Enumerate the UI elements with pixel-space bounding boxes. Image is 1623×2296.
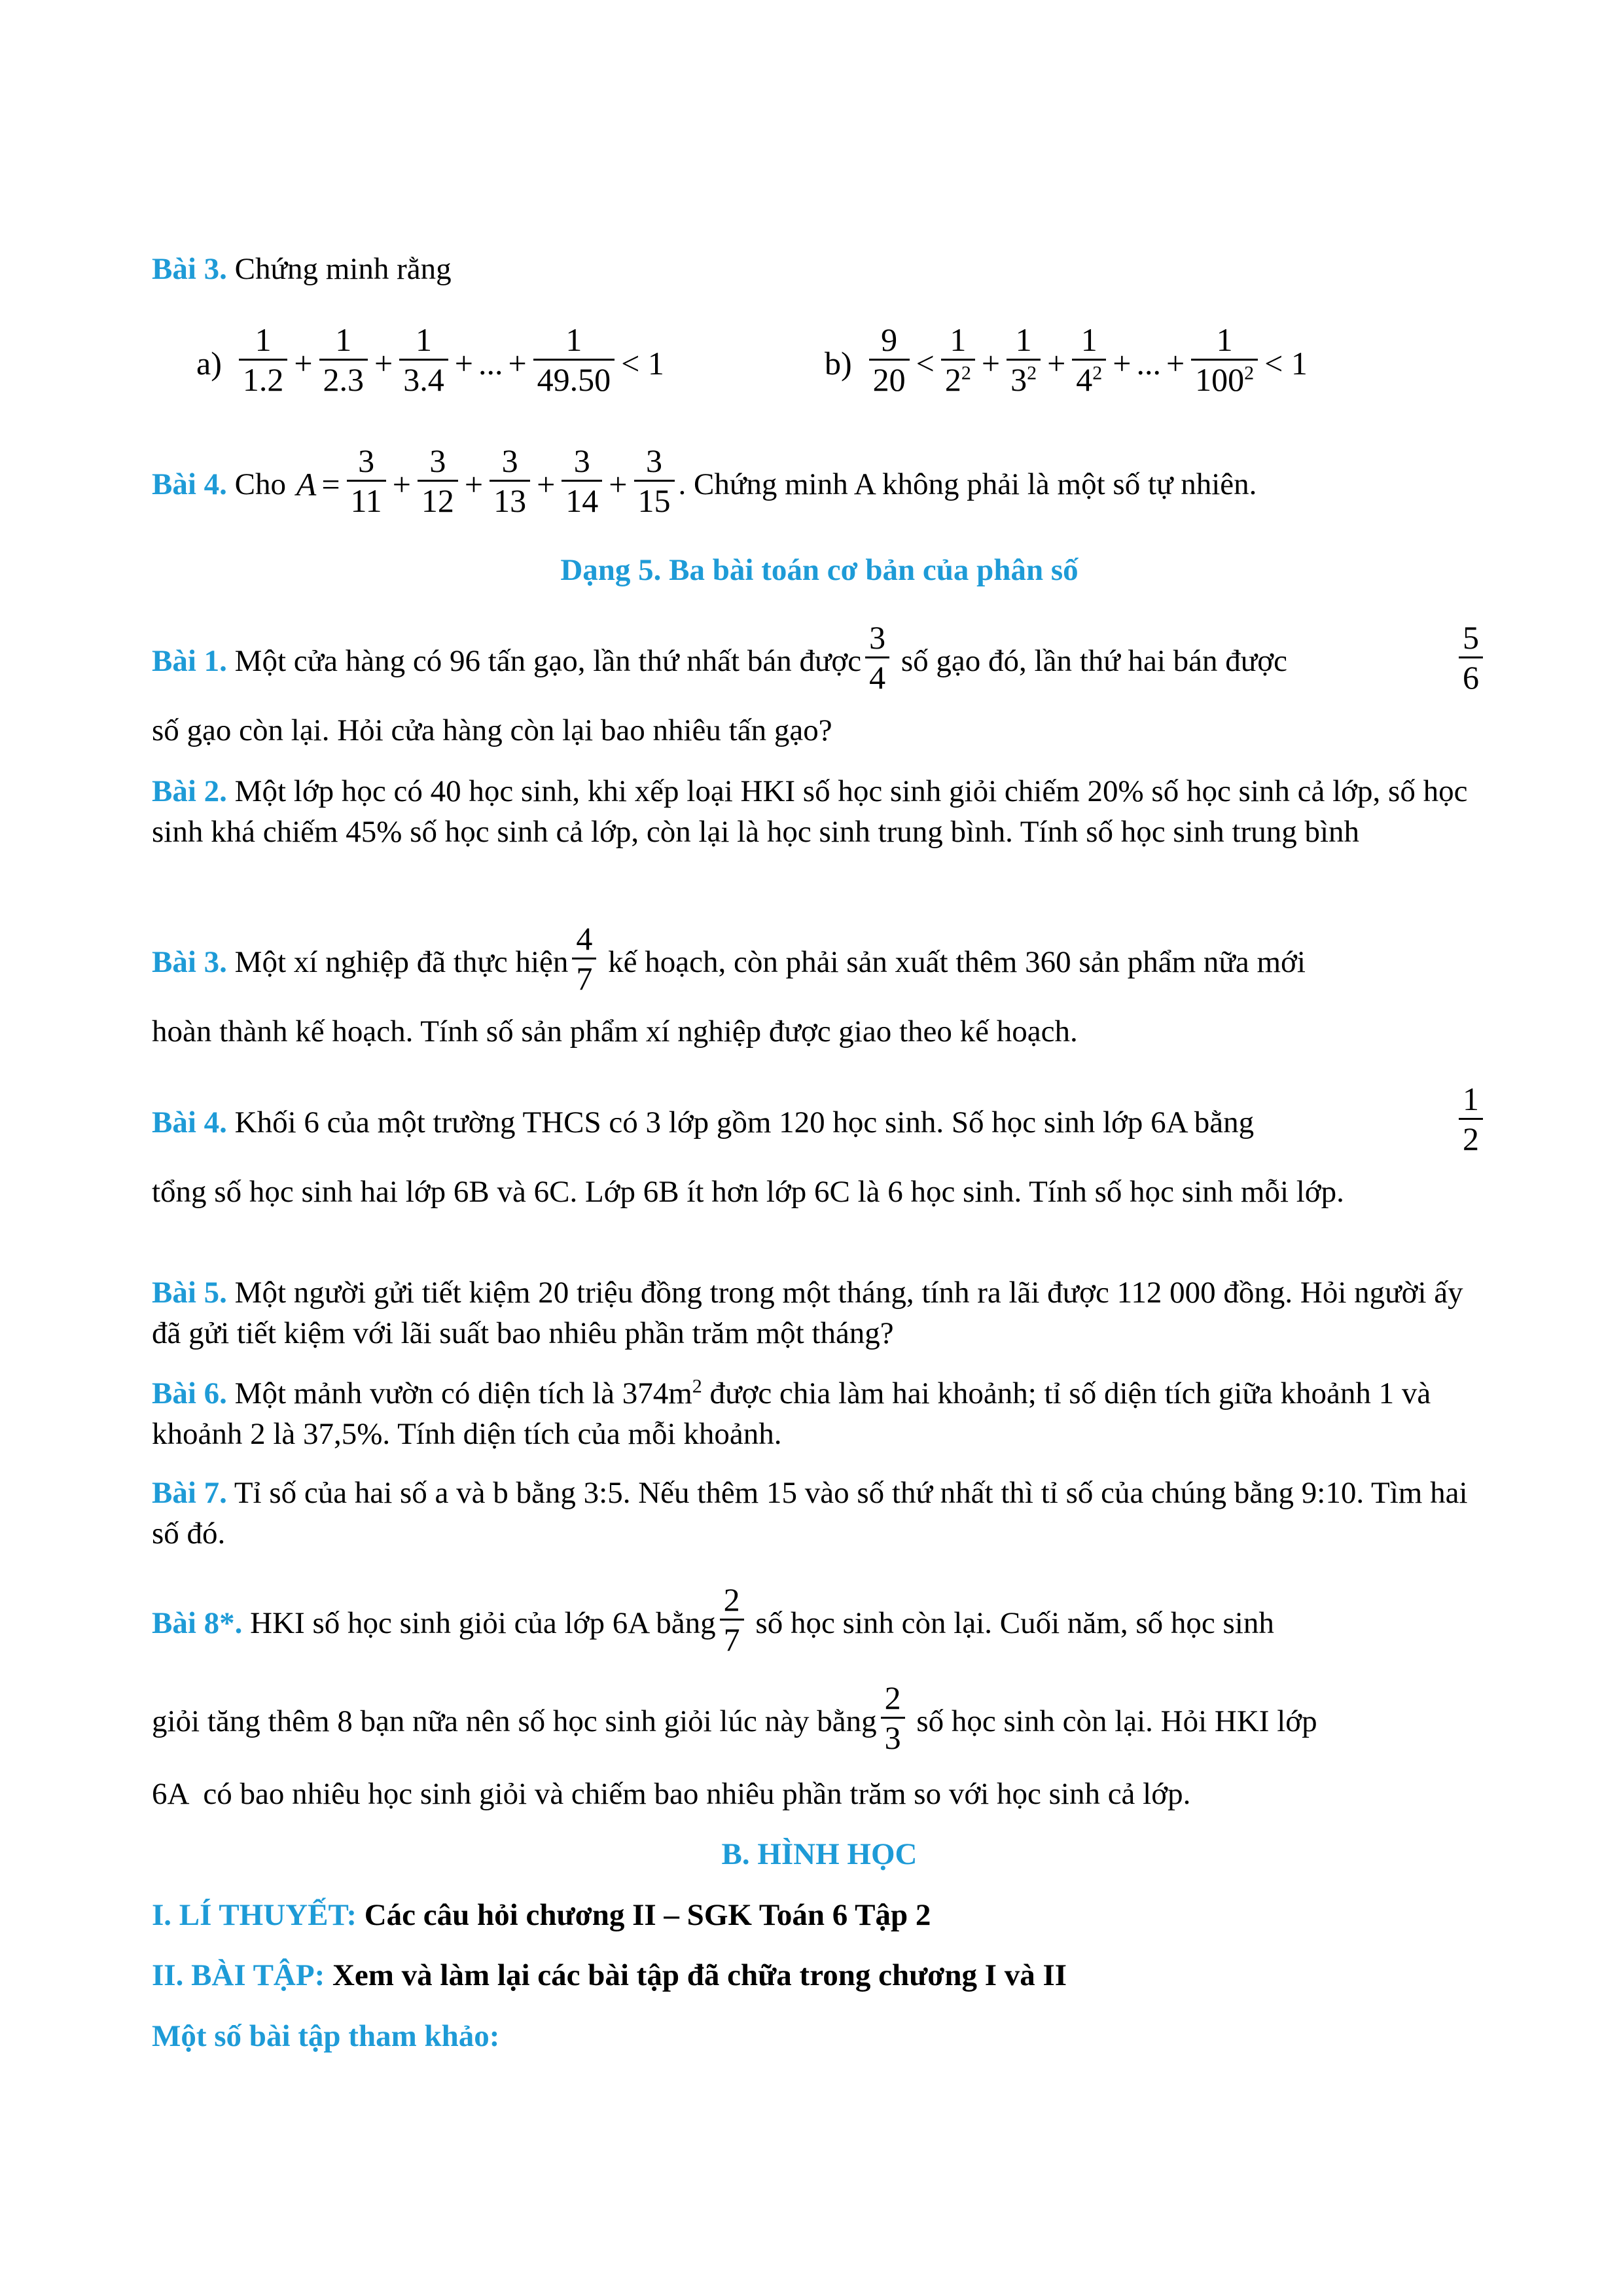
- fraction: $\frac{3}{12}$: [418, 442, 458, 520]
- plus-sign: +: [294, 345, 313, 382]
- fraction: 5 6: [1459, 619, 1483, 696]
- fraction: $\frac{1}{4^2}$: [1072, 321, 1106, 399]
- inequality-tail: < 1: [1264, 345, 1308, 382]
- plus-sign: +: [454, 345, 473, 382]
- fraction: 2 3: [881, 1679, 905, 1757]
- problem-8-line-1: [152, 1574, 1487, 1672]
- fraction: $\frac{1}{3^2}$: [1007, 321, 1041, 399]
- fraction: $\frac{1}{100^2}$: [1191, 321, 1258, 399]
- exercise-label: Bài 1.: [152, 644, 227, 678]
- problem-7: [152, 1473, 1487, 1554]
- exercise-label: Bài 3.: [152, 945, 227, 979]
- theory-text: Các câu hỏi chương II – SGK Toán 6 Tập 2: [356, 1898, 931, 1932]
- exercise-label: Bài 8*.: [152, 1606, 243, 1640]
- exercise-text: Một xí nghiệp đã thực hiện: [226, 945, 569, 979]
- exercise-text: Một người gửi tiết kiệm 20 triệu đồng trong một tháng, tính ra lãi được 112 000 đồng. Hỏi người ấy đã gửi tiết kiệm với lãi suất bao nhiêu phần trăm một tháng?: [152, 1276, 1463, 1350]
- theory-label: I. LÍ THUYẾT:: [152, 1898, 357, 1932]
- fraction: 1 2: [1459, 1080, 1483, 1158]
- exercise-text: . Chứng minh A không phải là một số tự nhiên.: [678, 467, 1257, 501]
- plus-sign: +: [537, 466, 556, 503]
- plus-sign: +: [392, 466, 411, 503]
- part-a-label: a): [196, 345, 222, 382]
- fraction: 3 4: [865, 619, 889, 696]
- fraction: 1 $2^2$: [941, 321, 975, 399]
- problem-2: [152, 771, 1487, 852]
- equals-sign: =: [321, 466, 340, 503]
- exercise-4: [152, 435, 1487, 533]
- exercise-text: HKI số học sinh giỏi của lớp 6A bằng: [242, 1606, 716, 1640]
- plus-sign: +: [508, 345, 527, 382]
- problem-4-line-1: [152, 1073, 1487, 1172]
- exercise-text: kế hoạch, còn phải sản xuất thêm 360 sản phẩm nữa mới: [600, 945, 1306, 979]
- problem-3-line-2: hoàn thành kế hoạch. Tính số sản phẩm xí nghiệp được giao theo kế hoạch.: [152, 1014, 1078, 1049]
- exercise-3-formulas: [196, 314, 1492, 412]
- problem-4-line-2: tổng số học sinh hai lớp 6B và 6C. Lớp 6B ít hơn lớp 6C là 6 học sinh. Tính số học sinh mỗi lớp.: [152, 1175, 1344, 1209]
- exercise-text: Tỉ số của hai số a và b bằng 3:5. Nếu thêm 15 vào số thứ nhất thì tỉ số của chúng bằng 9:10. Tìm hai số đó.: [152, 1476, 1468, 1551]
- plus-sign: +: [1166, 345, 1185, 382]
- exercise-text: Cho: [226, 467, 294, 501]
- exercise-text: số học sinh còn lại. Cuối năm, số học sinh: [747, 1606, 1274, 1640]
- fraction: 2 7: [720, 1581, 744, 1659]
- problem-5: [152, 1272, 1487, 1354]
- formula-a: [196, 314, 667, 412]
- fraction: $\frac{1}{3.4}$: [399, 321, 448, 399]
- problem-6: [152, 1373, 1487, 1454]
- exercise-text: được chia làm hai khoảnh; tỉ số diện tích giữa khoảnh 1 và khoảnh 2 là 37,5%. Tính diện tích của mỗi khoảnh.: [152, 1376, 1431, 1451]
- exercises-label: II. BÀI TẬP:: [152, 1958, 325, 1992]
- exercise-text: Một mảnh vườn có diện tích là 374m: [226, 1376, 692, 1410]
- exercise-text: Chứng minh rằng: [226, 252, 452, 286]
- plus-sign: +: [464, 466, 484, 503]
- plus-sign: +: [1113, 345, 1132, 382]
- ellipsis: ...: [478, 345, 503, 382]
- fraction: $\frac{3}{15}$: [634, 442, 675, 520]
- fraction: $\frac{3}{14}$: [562, 442, 602, 520]
- exercise-label: Bài 2.: [152, 774, 227, 808]
- exercise-text: số gạo đó, lần thứ hai bán được: [893, 644, 1287, 678]
- problem-1-line-1: [152, 612, 1487, 710]
- problem-8-line-2: [152, 1672, 1487, 1770]
- formula-b: [825, 314, 1310, 412]
- plus-sign: +: [1047, 345, 1066, 382]
- part-b-heading: B. HÌNH HỌC: [721, 1837, 918, 1871]
- fraction: $\frac{3}{13}$: [490, 442, 530, 520]
- exercises-line: [152, 1955, 1487, 1996]
- exercise-label: Bài 4.: [152, 467, 227, 501]
- problem-1-line-2: số gạo còn lại. Hỏi cửa hàng còn lại bao nhiêu tấn gạo?: [152, 713, 832, 747]
- problem-3-line-1: [152, 913, 1487, 1011]
- ellipsis: ...: [1136, 345, 1161, 382]
- exercise-text: giỏi tăng thêm 8 bạn nữa nên số học sinh giỏi lúc này bằng: [152, 1704, 877, 1738]
- section-heading: Dạng 5. Ba bài toán cơ bản của phân số: [560, 553, 1079, 587]
- variable: A: [296, 466, 317, 503]
- fraction: 9 20: [869, 321, 910, 399]
- exercise-3-title: [152, 249, 1487, 289]
- inequality-tail: < 1: [621, 345, 664, 382]
- plus-sign: +: [609, 466, 628, 503]
- exercise-label: Bài 6.: [152, 1376, 227, 1410]
- fraction: $\frac{1}{49.50}$: [533, 321, 615, 399]
- fraction: $\frac{3}{11}$: [347, 442, 386, 520]
- reference-heading: Một số bài tập tham khảo:: [152, 2019, 500, 2053]
- part-b-label: b): [825, 345, 852, 382]
- fraction: 4 7: [572, 920, 596, 997]
- plus-sign: +: [374, 345, 393, 382]
- exercise-label: Bài 5.: [152, 1276, 227, 1310]
- exercise-text: Một lớp học có 40 học sinh, khi xếp loại HKI số học sinh giỏi chiếm 20% số học sinh cả lớp, số học sinh khá chiếm 45% số học sinh cả lớp, còn lại là học sinh trung bình. Tính số học sinh trung bình: [152, 774, 1468, 849]
- exercise-text: số học sinh còn lại. Hỏi HKI lớp: [908, 1704, 1317, 1738]
- less-than-sign: <: [916, 345, 935, 382]
- theory-line: [152, 1895, 1487, 1935]
- exercises-text: Xem và làm lại các bài tập đã chữa trong chương I và II: [325, 1958, 1067, 1992]
- fraction: 1 1.2: [239, 321, 288, 399]
- fraction: $\frac{1}{2.3}$: [319, 321, 368, 399]
- exercise-text: Khối 6 của một trường THCS có 3 lớp gồm 120 học sinh. Số học sinh lớp 6A bằng: [226, 1105, 1255, 1139]
- superscript: 2: [692, 1375, 702, 1397]
- plus-sign: +: [981, 345, 1001, 382]
- exercise-label: Bài 4.: [152, 1105, 227, 1139]
- exercise-text: Một cửa hàng có 96 tấn gạo, lần thứ nhất bán được: [226, 644, 862, 678]
- exercise-label: Bài 7.: [152, 1476, 227, 1510]
- problem-8-line-3: 6A có bao nhiêu học sinh giỏi và chiếm bao nhiêu phần trăm so với học sinh cả lớp.: [152, 1777, 1191, 1811]
- exercise-label: Bài 3.: [152, 252, 227, 286]
